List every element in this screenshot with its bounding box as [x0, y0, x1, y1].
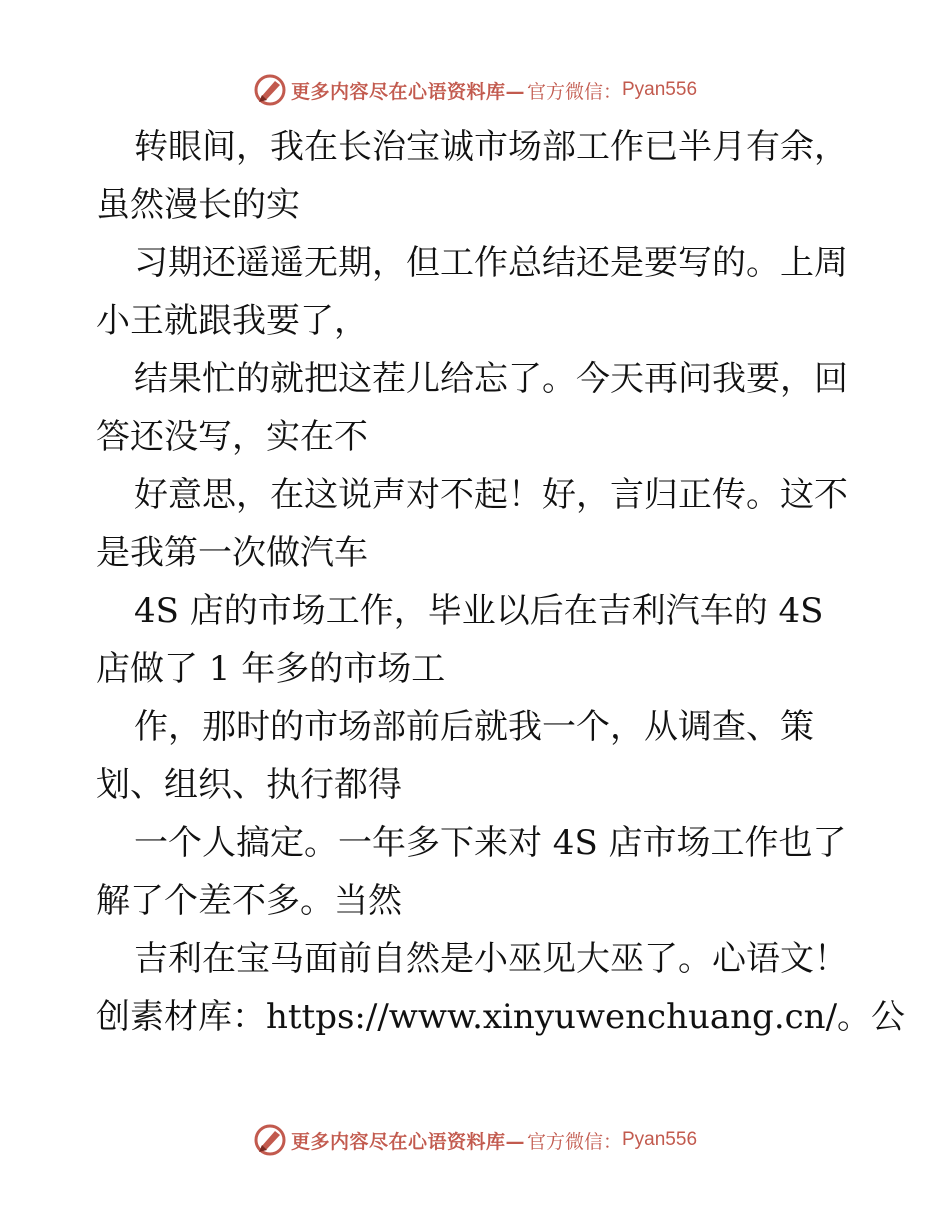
text-line: 习期还遥遥无期，但工作总结还是要写的。上周 — [134, 243, 848, 283]
text-line: 解了个差不多。当然 — [96, 881, 402, 921]
text-line: 结果忙的就把这茬儿给忘了。今天再问我要，回 — [134, 359, 848, 399]
text-line: 转眼间，我在长治宝诚市场部工作已半月有余， — [134, 127, 848, 167]
banner-title: 更多内容尽在心语资料库— — [290, 1130, 525, 1153]
text-line: 划、组织、执行都得 — [96, 765, 402, 805]
banner-wechat-label: 官方微信： — [526, 1130, 622, 1153]
text-line: 小王就跟我要了， — [96, 301, 368, 341]
text-line: 答还没写，实在不 — [96, 417, 368, 457]
banner-wechat-id: Pyan556 — [622, 79, 698, 100]
banner-wechat-id: Pyan556 — [622, 1129, 698, 1150]
banner-wechat-label: 官方微信： — [526, 80, 622, 103]
text-line: 好意思，在这说声对不起！好，言归正传。这不 — [134, 475, 848, 515]
document-body — [96, 118, 906, 1046]
text-line: 虽然漫长的实 — [96, 185, 300, 225]
text-line: 作，那时的市场部前后就我一个，从调查、策 — [134, 707, 814, 747]
text-line: 是我第一次做汽车 — [96, 533, 368, 573]
pen-logo-icon — [253, 1123, 287, 1157]
header-banner — [0, 70, 950, 110]
banner-title: 更多内容尽在心语资料库— — [290, 80, 525, 103]
text-line: 吉利在宝马面前自然是小巫见大巫了。心语文！ — [134, 939, 848, 979]
text-line: 4S 店的市场工作，毕业以后在吉利汽车的 4S — [134, 591, 824, 631]
text-line: 一个人搞定。一年多下来对 4S 店市场工作也了 — [134, 823, 847, 863]
footer-banner — [0, 1120, 950, 1160]
text-line: 创素材库：https://www.xinyuwenchuang.cn/。公 — [96, 997, 906, 1037]
text-line: 店做了 1 年多的市场工 — [96, 649, 446, 689]
pen-logo-icon — [253, 73, 287, 107]
